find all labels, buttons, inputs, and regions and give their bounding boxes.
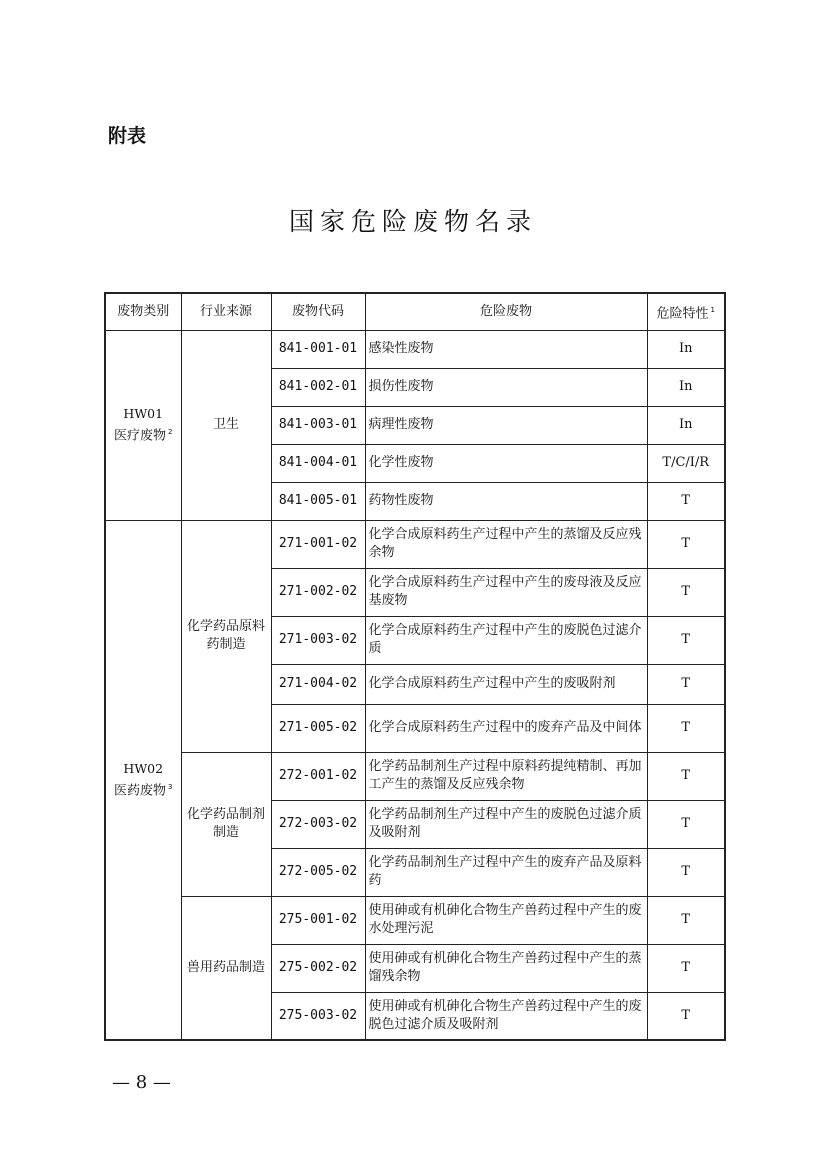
- industry-cell: [181, 330, 271, 520]
- waste-description-cell: 化学药品制剂生产过程中原料药提纯精制、再加工产生的蒸馏及反应残余物: [365, 752, 647, 800]
- waste-code-cell: 275-002-02: [271, 944, 365, 992]
- hazard-property-cell: T: [647, 944, 725, 992]
- waste-code-cell: 841-003-01: [271, 406, 365, 444]
- hazard-property-cell: T/C/I/R: [647, 444, 725, 482]
- hazard-property-cell: T: [647, 896, 725, 944]
- waste-code-cell: 275-003-02: [271, 992, 365, 1040]
- waste-code-cell: 841-004-01: [271, 444, 365, 482]
- category-name: 医药废物: [114, 782, 167, 798]
- waste-code-cell: 271-001-02: [271, 520, 365, 568]
- industry-cell: [181, 896, 271, 1040]
- hazard-property-cell: T: [647, 616, 725, 664]
- table-header-row: [105, 293, 725, 330]
- waste-description-cell: 使用砷或有机砷化合物生产兽药过程中产生的废脱色过滤介质及吸附剂: [365, 992, 647, 1040]
- category-code: HW02: [123, 760, 164, 776]
- category-footnote: 3: [168, 782, 173, 791]
- waste-description-cell: 使用砷或有机砷化合物生产兽药过程中产生的蒸馏残余物: [365, 944, 647, 992]
- hazard-property-cell: T: [647, 482, 725, 520]
- hazard-property-cell: T: [647, 568, 725, 616]
- waste-description-cell: 化学合成原料药生产过程中产生的废母液及反应基废物: [365, 568, 647, 616]
- waste-description-cell: 化学合成原料药生产过程中产生的蒸馏及反应残余物: [365, 520, 647, 568]
- table-row: [105, 896, 725, 944]
- table-row: [105, 520, 725, 568]
- category-cell: [105, 520, 181, 1040]
- hazard-property-cell: T: [647, 752, 725, 800]
- waste-description-cell: 损伤性废物: [365, 368, 647, 406]
- industry-cell: [181, 520, 271, 752]
- waste-code-cell: 272-001-02: [271, 752, 365, 800]
- hazard-property-cell: In: [647, 368, 725, 406]
- header-waste: 危险废物: [365, 293, 647, 330]
- header-property: 危险特性 $^1$: [647, 293, 725, 330]
- waste-description-cell: 化学合成原料药生产过程中的废弃产品及中间体: [365, 704, 647, 752]
- table-row: [105, 330, 725, 368]
- category-code: HW01: [123, 405, 164, 421]
- industry-name: 化学药品制剂制造: [186, 807, 265, 840]
- waste-code-cell: 272-005-02: [271, 848, 365, 896]
- hazard-property-cell: T: [647, 520, 725, 568]
- document-title: 国家危险废物名录: [288, 207, 537, 236]
- waste-code-cell: 271-005-02: [271, 704, 365, 752]
- industry-name: 卫生: [212, 417, 239, 432]
- waste-description-cell: 化学性废物: [365, 444, 647, 482]
- hazard-property-cell: T: [647, 664, 725, 704]
- hazardous-waste-table: [104, 292, 726, 1041]
- waste-code-cell: 841-002-01: [271, 368, 365, 406]
- waste-code-cell: 271-004-02: [271, 664, 365, 704]
- waste-code-cell: 841-001-01: [271, 330, 365, 368]
- industry-name: 化学药品原料药制造: [186, 619, 265, 652]
- appendix-label: 附表: [108, 125, 147, 147]
- waste-code-cell: 271-002-02: [271, 568, 365, 616]
- waste-description-cell: 化学药品制剂生产过程中产生的废脱色过滤介质及吸附剂: [365, 800, 647, 848]
- industry-cell: [181, 752, 271, 896]
- waste-description-cell: 化学合成原料药生产过程中产生的废吸附剂: [365, 664, 647, 704]
- header-category: 废物类别: [105, 293, 181, 330]
- waste-description-cell: 化学合成原料药生产过程中产生的废脱色过滤介质: [365, 616, 647, 664]
- hazard-property-cell: T: [647, 992, 725, 1040]
- hazard-property-cell: T: [647, 704, 725, 752]
- header-industry: 行业来源: [181, 293, 271, 330]
- category-footnote: 2: [168, 427, 173, 436]
- header-code: 废物代码: [271, 293, 365, 330]
- waste-description-cell: 感染性废物: [365, 330, 647, 368]
- hazard-property-cell: In: [647, 330, 725, 368]
- category-cell: [105, 330, 181, 520]
- hazard-property-cell: T: [647, 848, 725, 896]
- waste-code-cell: 275-001-02: [271, 896, 365, 944]
- waste-description-cell: 药物性废物: [365, 482, 647, 520]
- page-number: — 8 —: [112, 1072, 171, 1093]
- waste-code-cell: 841-005-01: [271, 482, 365, 520]
- header-property-footnote: 1: [710, 305, 715, 314]
- waste-description-cell: 使用砷或有机砷化合物生产兽药过程中产生的废水处理污泥: [365, 896, 647, 944]
- waste-description-cell: 病理性废物: [365, 406, 647, 444]
- waste-description-cell: 化学药品制剂生产过程中产生的废弃产品及原料药: [365, 848, 647, 896]
- industry-name: 兽用药品制造: [186, 959, 265, 975]
- category-name: 医疗废物: [114, 428, 167, 444]
- hazard-property-cell: In: [647, 406, 725, 444]
- table-row: [105, 752, 725, 800]
- waste-code-cell: 271-003-02: [271, 616, 365, 664]
- waste-code-cell: 272-003-02: [271, 800, 365, 848]
- hazard-property-cell: T: [647, 800, 725, 848]
